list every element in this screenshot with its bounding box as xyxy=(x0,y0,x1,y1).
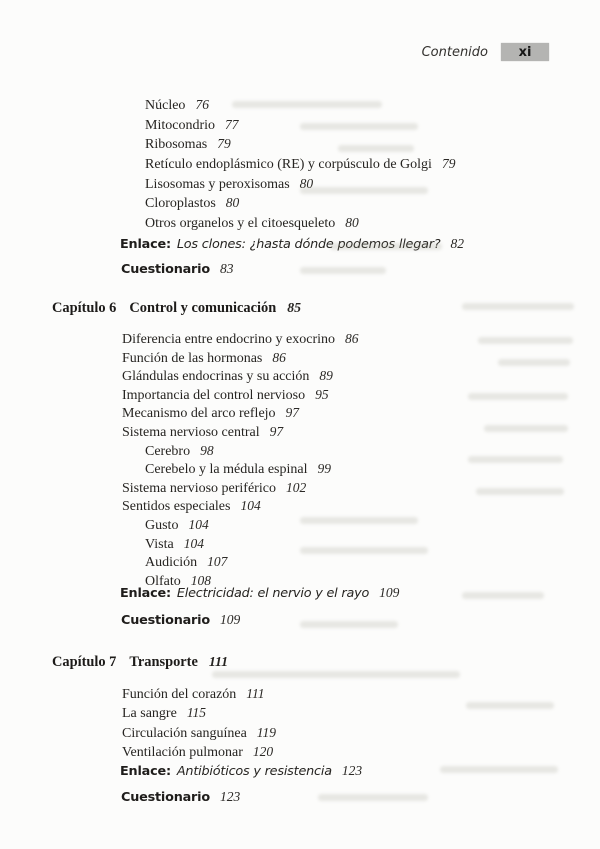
bleedthrough-artifact xyxy=(232,101,382,108)
toc-entry-page: 97 xyxy=(285,405,300,421)
toc-entry-page: 104 xyxy=(188,516,209,532)
toc-entry-page: 76 xyxy=(195,97,209,112)
folio-page-number: xi xyxy=(518,44,532,60)
toc-entry-page: 95 xyxy=(315,386,329,402)
toc-entry-page: 99 xyxy=(317,461,331,477)
folio-box xyxy=(501,43,549,61)
bleedthrough-artifact xyxy=(300,267,386,274)
toc-entry-label: Glándulas endocrinas y su acción xyxy=(122,369,310,385)
toc-entry-list xyxy=(122,685,276,763)
bleedthrough-artifact xyxy=(330,243,442,250)
toc-entry-label: La sangre xyxy=(122,706,177,722)
toc-entry-label: Gusto xyxy=(145,517,179,533)
enlace-title: Electricidad: el nervio y el rayo xyxy=(176,586,370,601)
toc-entry-list xyxy=(145,96,455,234)
toc-entry-page: 111 xyxy=(246,686,265,701)
toc-entry-label: Mitocondrio xyxy=(145,117,215,133)
toc-entry xyxy=(122,442,359,461)
toc-entry-page: 80 xyxy=(299,175,314,191)
bleedthrough-artifact xyxy=(300,123,418,130)
bleedthrough-artifact xyxy=(462,592,544,599)
toc-entry xyxy=(122,404,359,423)
toc-entry xyxy=(122,423,359,442)
toc-entry-label: Circulación sanguínea xyxy=(122,725,247,741)
toc-entry-page: 79 xyxy=(217,136,231,152)
toc-entry-label: Audición xyxy=(145,555,198,571)
toc-entry xyxy=(122,330,359,349)
cuestionario-page: 83 xyxy=(219,261,234,276)
toc-entry-page: 120 xyxy=(252,744,274,760)
bleedthrough-artifact xyxy=(300,187,428,194)
bleedthrough-artifact xyxy=(300,547,428,554)
bleedthrough-artifact xyxy=(462,303,574,310)
toc-entry xyxy=(122,497,359,516)
cuestionario-label: Cuestionario xyxy=(121,262,210,277)
toc-entry xyxy=(145,155,455,175)
toc-entry-label: Diferencia entre endocrino y exocrino xyxy=(122,332,336,347)
cuestionario-page: 109 xyxy=(219,612,241,627)
toc-entry-page: 97 xyxy=(269,423,284,439)
toc-entry-label: Importancia del control nervioso xyxy=(122,387,306,403)
toc-entry xyxy=(122,553,359,572)
enlace-page: 123 xyxy=(341,763,363,778)
chapter-page: 111 xyxy=(208,654,229,669)
toc-entry xyxy=(145,214,455,234)
bleedthrough-artifact xyxy=(484,425,568,432)
toc-entry xyxy=(122,349,359,368)
toc-entry-page: 119 xyxy=(256,724,277,740)
toc-entry-label: Olfato xyxy=(145,573,181,589)
bleedthrough-artifact xyxy=(440,766,558,773)
toc-entry-label: Cerebro xyxy=(145,443,191,459)
cuestionario-page: 123 xyxy=(219,789,241,804)
toc-entry-page: 98 xyxy=(200,442,214,458)
toc-entry-label: Sentidos especiales xyxy=(122,499,231,515)
chapter-page: 85 xyxy=(287,300,302,315)
bleedthrough-artifact xyxy=(318,794,428,801)
toc-entry-label: Cloroplastos xyxy=(145,196,216,212)
chapter-heading xyxy=(52,654,228,671)
enlace-title: Los clones: ¿hasta dónde podemos llegar? xyxy=(176,237,441,252)
bleedthrough-artifact xyxy=(468,456,563,463)
toc-entry-page: 86 xyxy=(272,349,286,365)
toc-entry xyxy=(122,743,276,762)
toc-entry-page: 80 xyxy=(225,195,240,211)
toc-entry-page: 86 xyxy=(345,331,359,346)
bleedthrough-artifact xyxy=(476,488,564,495)
toc-entry xyxy=(122,685,276,704)
toc-entry-page: 115 xyxy=(186,705,207,721)
enlace-row xyxy=(120,585,399,601)
bleedthrough-artifact xyxy=(466,702,554,709)
toc-entry-page: 104 xyxy=(240,498,261,514)
enlace-row xyxy=(120,763,362,779)
cuestionario-row xyxy=(121,612,240,628)
chapter-title: Control y comunicación xyxy=(129,300,277,316)
page-header xyxy=(422,43,549,61)
running-title: Contenido xyxy=(421,44,488,60)
enlace-label: Enlace: xyxy=(120,237,171,252)
toc-entry-label: Retículo endoplásmico (RE) y corpúsculo de Golgi xyxy=(145,156,432,172)
toc-entry-label: Función del corazón xyxy=(122,687,237,702)
bleedthrough-artifact xyxy=(468,393,568,400)
bleedthrough-artifact xyxy=(478,337,573,344)
enlace-label: Enlace: xyxy=(120,764,171,779)
cuestionario-row xyxy=(121,789,240,805)
toc-entry-page: 89 xyxy=(319,368,333,384)
toc-entry xyxy=(122,704,276,723)
toc-entry-label: Mecanismo del arco reflejo xyxy=(122,406,276,422)
toc-entry xyxy=(122,367,359,386)
toc-entry-label: Sistema nervioso periférico xyxy=(122,480,276,496)
toc-entry-page: 107 xyxy=(207,554,228,570)
toc-entry-page: 108 xyxy=(190,572,212,588)
toc-entry-page: 102 xyxy=(285,479,307,495)
cuestionario-label: Cuestionario xyxy=(121,790,210,805)
toc-entry-label: Sistema nervioso central xyxy=(122,424,260,440)
toc-entry-label: Lisosomas y peroxisomas xyxy=(145,176,290,192)
chapter-number: Capítulo 7 xyxy=(52,654,117,670)
chapter-title: Transporte xyxy=(129,654,198,670)
enlace-page: 109 xyxy=(379,585,400,600)
enlace-label: Enlace: xyxy=(120,586,171,601)
toc-entry xyxy=(122,479,359,498)
toc-entry-page: 77 xyxy=(225,116,239,132)
enlace-title: Antibióticos y resistencia xyxy=(176,764,332,779)
toc-entry-label: Vista xyxy=(145,536,174,552)
toc-entry xyxy=(145,194,455,214)
bleedthrough-artifact xyxy=(300,517,418,524)
toc-entry xyxy=(122,460,359,479)
cuestionario-row xyxy=(121,261,233,277)
bleedthrough-artifact xyxy=(212,671,460,678)
bleedthrough-artifact xyxy=(498,359,570,366)
toc-entry-label: Otros organelos y el citoesqueleto xyxy=(145,215,336,231)
bleedthrough-artifact xyxy=(300,621,398,628)
chapter-number: Capítulo 6 xyxy=(52,300,117,316)
toc-entry-page: 80 xyxy=(345,214,359,230)
toc-entry xyxy=(122,386,359,405)
toc-entry-page: 104 xyxy=(183,535,204,551)
toc-entry-label: Ventilación pulmonar xyxy=(122,745,243,761)
toc-entry-label: Cerebelo y la médula espinal xyxy=(145,462,308,478)
enlace-page: 82 xyxy=(450,236,464,251)
bleedthrough-artifact xyxy=(338,145,414,152)
toc-entry-label: Núcleo xyxy=(145,98,186,113)
toc-entry-label: Función de las hormonas xyxy=(122,350,263,366)
toc-entry-page: 79 xyxy=(441,155,456,171)
toc-entry xyxy=(122,724,276,743)
toc-entry-label: Ribosomas xyxy=(145,137,208,153)
cuestionario-label: Cuestionario xyxy=(121,613,210,628)
chapter-heading xyxy=(52,300,301,317)
